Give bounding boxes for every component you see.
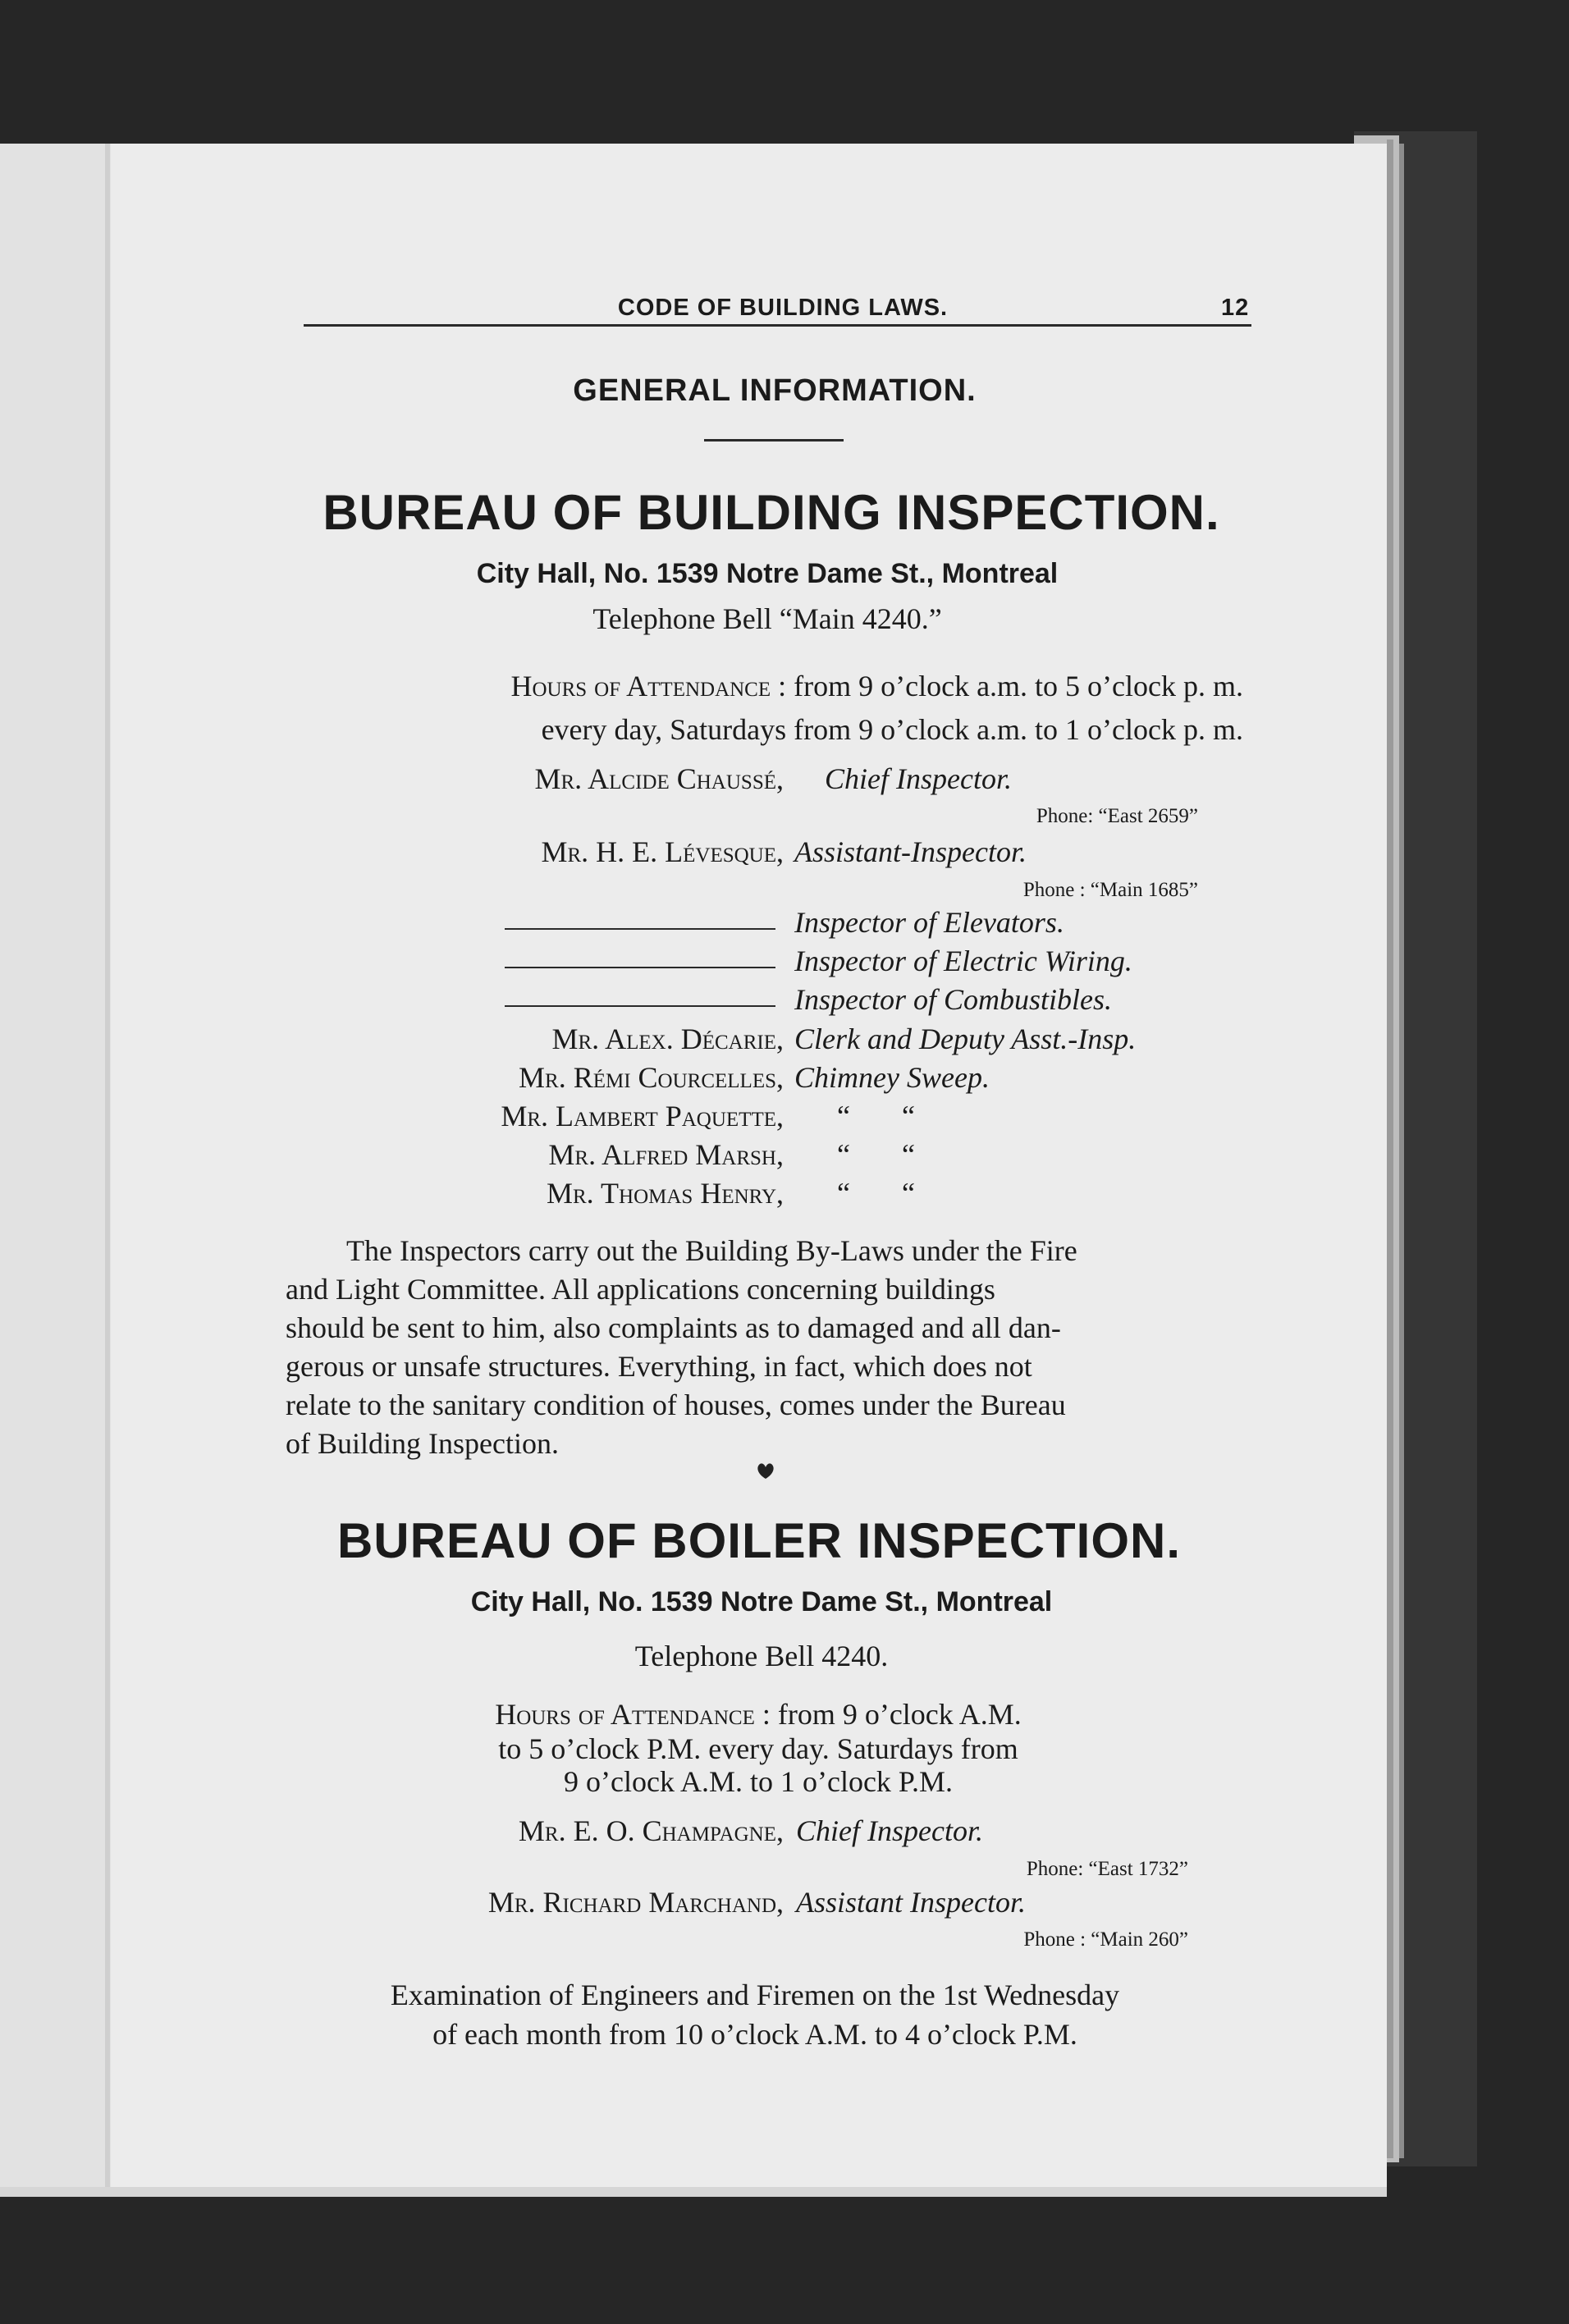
staff-name: Mr. H. E. Lévesque, xyxy=(541,835,784,868)
paragraph-line: should be sent to him, also complaints as to damaged and all dan- xyxy=(286,1311,1061,1344)
paragraph-line: The Inspectors carry out the Building By-Laws under the Fire xyxy=(346,1234,1077,1267)
staff-role: Chief Inspector. xyxy=(796,1814,983,1847)
staff-role: Assistant Inspector. xyxy=(796,1886,1027,1919)
staff-role: Assistant-Inspector. xyxy=(794,835,1027,868)
staff-name: Mr. Thomas Henry, xyxy=(547,1177,784,1210)
staff-phone: Phone : “Main 1685” xyxy=(1022,879,1198,901)
boiler-hours-line-1 xyxy=(495,1697,1022,1732)
ditto-marks: “ “ xyxy=(837,1177,915,1210)
paragraph-line: gerous or unsafe structures. Everything, in fact, which does not xyxy=(286,1350,1032,1383)
fleuron-ornament xyxy=(753,1461,778,1480)
staff-role: Chimney Sweep. xyxy=(794,1061,990,1094)
staff-name: Mr. Alcide Chaussé, xyxy=(534,762,784,795)
ditto-marks: “ “ xyxy=(837,1100,915,1132)
hours-detail: : from 9 o’clock A.M. xyxy=(754,1698,1022,1731)
staff-name: Mr. E. O. Champagne, xyxy=(518,1814,784,1847)
section-title: GENERAL INFORMATION. xyxy=(573,373,977,408)
vacant-position-line xyxy=(505,967,775,968)
staff-phone: Phone: “East 2659” xyxy=(1036,805,1198,827)
hours-label: Hours of Attendance xyxy=(495,1698,755,1731)
building-address: City Hall, No. 1539 Notre Dame St., Montreal xyxy=(476,558,1059,589)
ditto-marks: “ “ xyxy=(837,1138,915,1171)
staff-phone: Phone: “East 1732” xyxy=(1026,1858,1188,1880)
staff-phone: Phone : “Main 260” xyxy=(1023,1928,1188,1951)
hours-detail: : from 9 o’clock a.m. to 5 o’clock p. m. xyxy=(771,670,1243,702)
staff-role: Inspector of Combustibles. xyxy=(794,983,1112,1016)
running-title: CODE OF BUILDING LAWS. xyxy=(617,295,949,321)
boiler-telephone: Telephone Bell 4240. xyxy=(634,1640,889,1672)
section-rule xyxy=(704,439,844,441)
staff-role: Clerk and Deputy Asst.-Insp. xyxy=(794,1022,1137,1055)
paragraph-line: of Building Inspection. xyxy=(286,1427,559,1460)
building-hours-line-2: every day, Saturdays from 9 o’clock a.m. to 1 o’clock p. m. xyxy=(541,713,1243,746)
staff-name: Mr. Lambert Paquette, xyxy=(501,1100,784,1132)
paragraph-line: and Light Committee. All applications concerning buildings xyxy=(286,1273,995,1306)
building-bureau-title: BUREAU OF BUILDING INSPECTION. xyxy=(322,485,1220,540)
vacant-position-line xyxy=(505,928,775,930)
page-number: 12 xyxy=(1221,295,1250,321)
exam-line-2: of each month from 10 o’clock A.M. to 4 o’clock P.M. xyxy=(432,2018,1077,2051)
boiler-hours-line-2: to 5 o’clock P.M. every day. Saturdays from xyxy=(498,1732,1018,1765)
paragraph-line: relate to the sanitary condition of houses, comes under the Bureau xyxy=(286,1388,1066,1421)
building-hours-line-1 xyxy=(511,669,1244,703)
vacant-position-line xyxy=(505,1005,775,1007)
staff-name: Mr. Alex. Décarie, xyxy=(551,1022,784,1055)
building-telephone: Telephone Bell “Main 4240.” xyxy=(592,602,942,635)
staff-name: Mr. Rémi Courcelles, xyxy=(519,1061,784,1094)
staff-role: Inspector of Elevators. xyxy=(794,906,1064,939)
hours-label: Hours of Attendance xyxy=(510,670,771,702)
exam-line-1: Examination of Engineers and Firemen on the 1st Wednesday xyxy=(390,1979,1120,2011)
boiler-bureau-title: BUREAU OF BOILER INSPECTION. xyxy=(336,1513,1182,1568)
header-rule xyxy=(304,324,1251,327)
staff-name: Mr. Richard Marchand, xyxy=(487,1886,784,1919)
staff-role: Chief Inspector. xyxy=(825,762,1012,795)
boiler-address: City Hall, No. 1539 Notre Dame St., Montreal xyxy=(470,1586,1053,1617)
staff-role: Inspector of Electric Wiring. xyxy=(794,945,1132,977)
boiler-hours-line-3: 9 o’clock A.M. to 1 o’clock P.M. xyxy=(564,1765,953,1798)
staff-name: Mr. Alfred Marsh, xyxy=(548,1138,784,1171)
